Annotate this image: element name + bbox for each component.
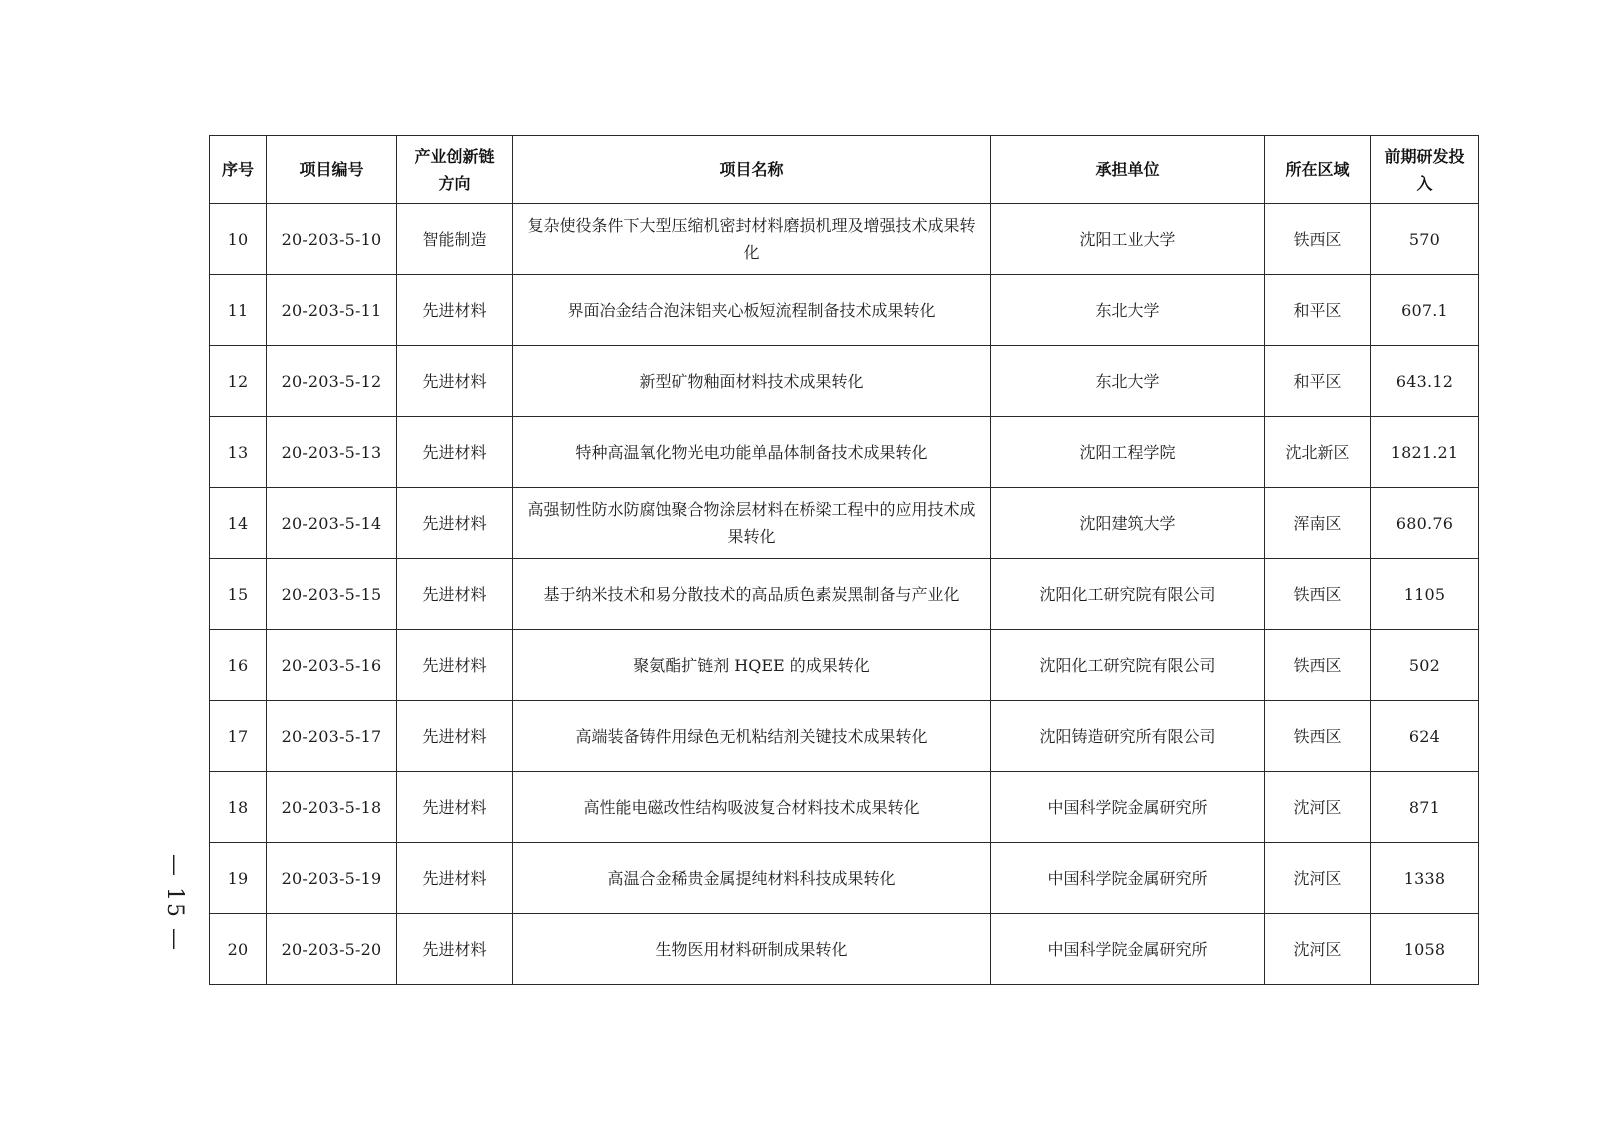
cell-direction: 先进材料 — [397, 914, 513, 985]
cell-name: 高性能电磁改性结构吸波复合材料技术成果转化 — [513, 772, 991, 843]
table-row — [210, 275, 1479, 346]
cell-district: 沈河区 — [1265, 772, 1371, 843]
cell-no: 17 — [210, 701, 267, 772]
cell-district: 和平区 — [1265, 346, 1371, 417]
cell-name: 复杂使役条件下大型压缩机密封材料磨损机理及增强技术成果转化 — [513, 204, 991, 275]
cell-district: 沈河区 — [1265, 914, 1371, 985]
project-table — [209, 135, 1479, 985]
cell-code: 20-203-5-13 — [267, 417, 397, 488]
table-row — [210, 417, 1479, 488]
cell-name: 聚氨酯扩链剂 HQEE 的成果转化 — [513, 630, 991, 701]
table-row — [210, 701, 1479, 772]
cell-no: 12 — [210, 346, 267, 417]
cell-name: 高温合金稀贵金属提纯材料科技成果转化 — [513, 843, 991, 914]
cell-no: 15 — [210, 559, 267, 630]
cell-unit: 沈阳铸造研究所有限公司 — [991, 701, 1265, 772]
cell-district: 铁西区 — [1265, 204, 1371, 275]
cell-unit: 东北大学 — [991, 275, 1265, 346]
header-name: 项目名称 — [513, 136, 991, 204]
cell-name: 高强韧性防水防腐蚀聚合物涂层材料在桥梁工程中的应用技术成果转化 — [513, 488, 991, 559]
cell-unit: 东北大学 — [991, 346, 1265, 417]
table-row — [210, 346, 1479, 417]
cell-investment: 643.12 — [1371, 346, 1479, 417]
cell-district: 铁西区 — [1265, 701, 1371, 772]
cell-no: 14 — [210, 488, 267, 559]
cell-direction: 先进材料 — [397, 275, 513, 346]
cell-code: 20-203-5-19 — [267, 843, 397, 914]
header-code: 项目编号 — [267, 136, 397, 204]
cell-unit: 中国科学院金属研究所 — [991, 843, 1265, 914]
cell-no: 13 — [210, 417, 267, 488]
cell-code: 20-203-5-18 — [267, 772, 397, 843]
cell-direction: 先进材料 — [397, 630, 513, 701]
cell-investment: 502 — [1371, 630, 1479, 701]
cell-direction: 先进材料 — [397, 417, 513, 488]
cell-direction: 先进材料 — [397, 701, 513, 772]
cell-name: 界面冶金结合泡沫铝夹心板短流程制备技术成果转化 — [513, 275, 991, 346]
table-row — [210, 204, 1479, 275]
table-body — [210, 204, 1479, 985]
table-row — [210, 772, 1479, 843]
cell-code: 20-203-5-11 — [267, 275, 397, 346]
cell-name: 新型矿物釉面材料技术成果转化 — [513, 346, 991, 417]
cell-direction: 先进材料 — [397, 559, 513, 630]
cell-district: 沈北新区 — [1265, 417, 1371, 488]
cell-code: 20-203-5-20 — [267, 914, 397, 985]
cell-direction: 先进材料 — [397, 346, 513, 417]
cell-no: 20 — [210, 914, 267, 985]
cell-code: 20-203-5-10 — [267, 204, 397, 275]
cell-name: 高端装备铸件用绿色无机粘结剂关键技术成果转化 — [513, 701, 991, 772]
cell-investment: 1105 — [1371, 559, 1479, 630]
table-row — [210, 843, 1479, 914]
cell-unit: 沈阳化工研究院有限公司 — [991, 630, 1265, 701]
cell-no: 11 — [210, 275, 267, 346]
cell-direction: 先进材料 — [397, 488, 513, 559]
cell-unit: 沈阳化工研究院有限公司 — [991, 559, 1265, 630]
cell-code: 20-203-5-14 — [267, 488, 397, 559]
cell-unit: 中国科学院金属研究所 — [991, 914, 1265, 985]
cell-direction: 先进材料 — [397, 772, 513, 843]
table-row — [210, 488, 1479, 559]
header-unit: 承担单位 — [991, 136, 1265, 204]
cell-unit: 沈阳工业大学 — [991, 204, 1265, 275]
cell-no: 16 — [210, 630, 267, 701]
cell-investment: 1821.21 — [1371, 417, 1479, 488]
cell-unit: 沈阳建筑大学 — [991, 488, 1265, 559]
cell-code: 20-203-5-12 — [267, 346, 397, 417]
cell-unit: 沈阳工程学院 — [991, 417, 1265, 488]
cell-investment: 607.1 — [1371, 275, 1479, 346]
cell-district: 浑南区 — [1265, 488, 1371, 559]
cell-code: 20-203-5-16 — [267, 630, 397, 701]
cell-direction: 先进材料 — [397, 843, 513, 914]
cell-unit: 中国科学院金属研究所 — [991, 772, 1265, 843]
cell-investment: 624 — [1371, 701, 1479, 772]
cell-investment: 1338 — [1371, 843, 1479, 914]
header-no: 序号 — [210, 136, 267, 204]
cell-no: 18 — [210, 772, 267, 843]
cell-district: 铁西区 — [1265, 559, 1371, 630]
header-district: 所在区域 — [1265, 136, 1371, 204]
header-investment: 前期研发投入 — [1371, 136, 1479, 204]
cell-investment: 680.76 — [1371, 488, 1479, 559]
header-direction: 产业创新链方向 — [397, 136, 513, 204]
cell-investment: 1058 — [1371, 914, 1479, 985]
cell-direction: 智能制造 — [397, 204, 513, 275]
table-row — [210, 559, 1479, 630]
table-row — [210, 630, 1479, 701]
header-row — [210, 136, 1479, 204]
cell-name: 特种高温氧化物光电功能单晶体制备技术成果转化 — [513, 417, 991, 488]
cell-code: 20-203-5-17 — [267, 701, 397, 772]
cell-name: 生物医用材料研制成果转化 — [513, 914, 991, 985]
cell-name: 基于纳米技术和易分散技术的高品质色素炭黑制备与产业化 — [513, 559, 991, 630]
cell-district: 沈河区 — [1265, 843, 1371, 914]
cell-no: 10 — [210, 204, 267, 275]
page-number: — 15 — — [162, 854, 187, 952]
table-header — [210, 136, 1479, 204]
table-row — [210, 914, 1479, 985]
cell-district: 铁西区 — [1265, 630, 1371, 701]
cell-district: 和平区 — [1265, 275, 1371, 346]
cell-code: 20-203-5-15 — [267, 559, 397, 630]
cell-no: 19 — [210, 843, 267, 914]
cell-investment: 570 — [1371, 204, 1479, 275]
cell-investment: 871 — [1371, 772, 1479, 843]
